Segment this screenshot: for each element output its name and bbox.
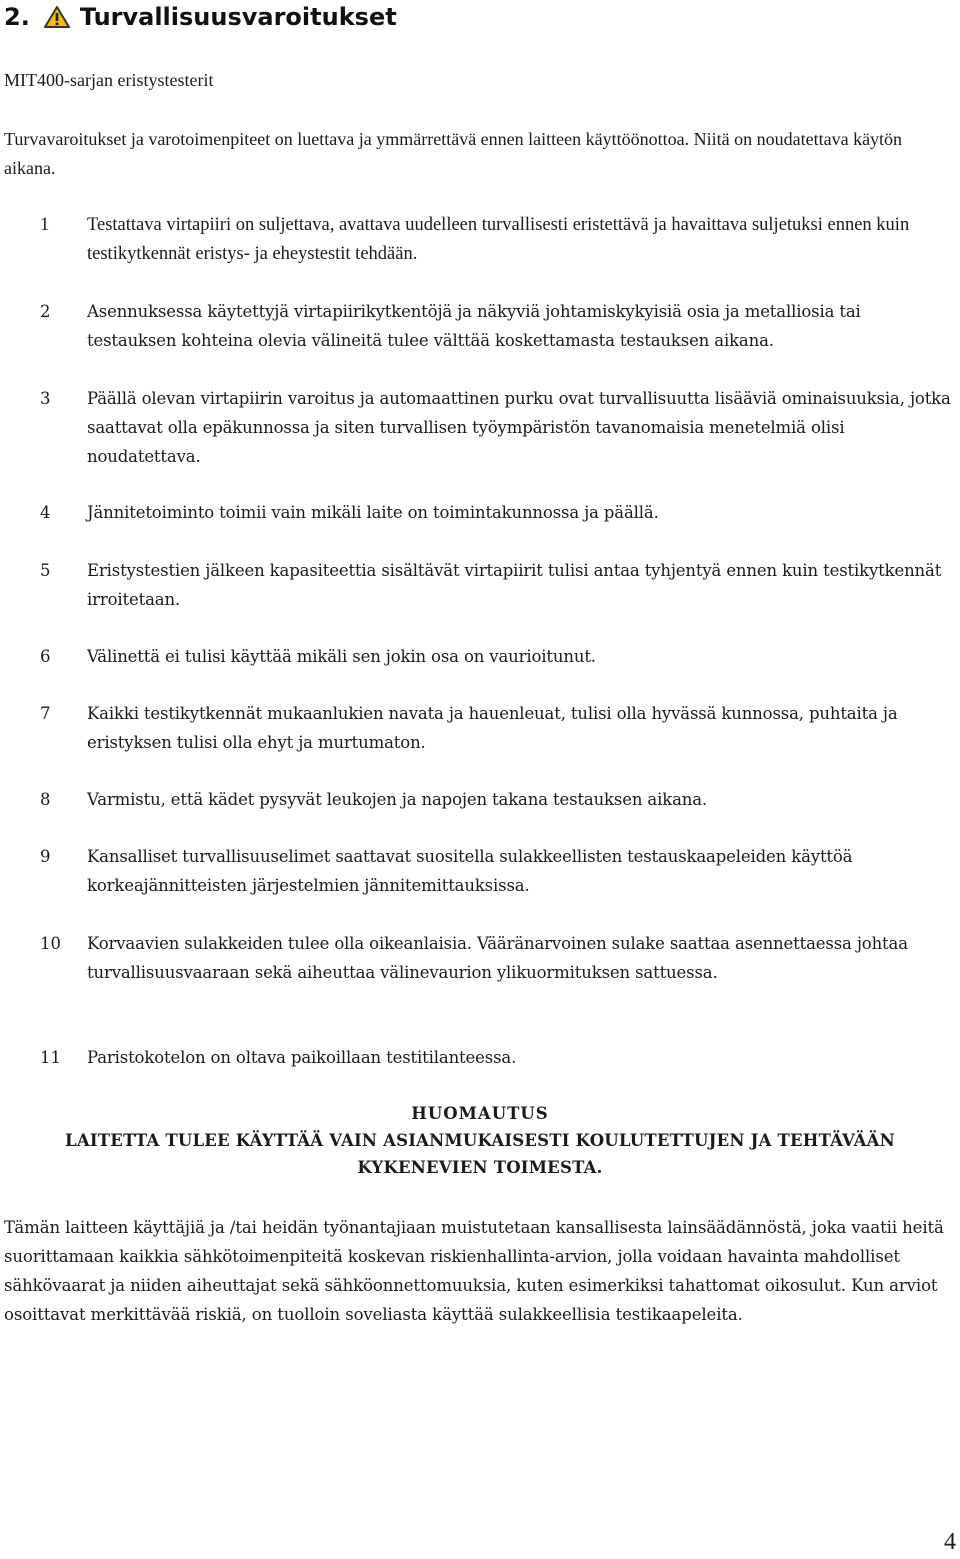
notice-line: KYKENEVIEN TOIMESTA.	[357, 1158, 603, 1177]
item-number: 2	[40, 302, 51, 321]
document-subtitle: MIT400-sarjan eristystesterit	[4, 70, 214, 90]
page-number: 4	[944, 1529, 956, 1555]
item-number: 7	[40, 704, 51, 723]
closing-paragraph: Tämän laitteen käyttäjiä ja /tai heidän työnantajiaan muistutetaan kansallisesta lainsäädännöstä, joka vaatii heitä suorittamaan kaikkia sähkötoimenpiteitä koskevan riskienhallinta-arvion, jolla voidaan havainta mahdolliset sähkövaarat ja niiden aiheuttajat sekä sähköonnettomuuksia, kuten esimerkiksi tahattomat oikosulut. Kun arviot osoittavat merkittävää riskiä, on tuolloin soveliasta käyttää sulakkeellisia testikaapeleita.	[4, 1218, 944, 1324]
item-text: Varmistu, että kädet pysyvät leukojen ja napojen takana testauksen aikana.	[87, 790, 708, 809]
item-number: 8	[40, 790, 51, 809]
notice-block	[0, 1100, 960, 1181]
section-number: 2.	[4, 3, 30, 31]
section-heading	[4, 2, 397, 32]
item-text: Kaikki testikytkennät mukaanlukien navata ja hauenleuat, tulisi olla hyvässä kunnossa, puhtaita ja eristyksen tulisi olla ehyt ja murtumaton.	[87, 704, 898, 752]
item-text: Välinettä ei tulisi käyttää mikäli sen jokin osa on vaurioitunut.	[87, 647, 596, 666]
item-text: Paristokotelon on oltava paikoillaan testitilanteessa.	[87, 1048, 517, 1067]
notice-line: LAITETTA TULEE KÄYTTÄÄ VAIN ASIANMUKAISESTI KOULUTETTUJEN JA TEHTÄVÄÄN	[65, 1131, 895, 1150]
item-text: Päällä olevan virtapiirin varoitus ja automaattinen purku ovat turvallisuutta lisääviä ominaisuuksia, jotka saattavat olla epäkunnossa ja siten turvallisen työympäristön tavanomaisia menetelmiä olisi noudatettava.	[87, 389, 951, 466]
notice-title: HUOMAUTUS	[411, 1104, 549, 1123]
item-number: 5	[40, 561, 51, 580]
item-text: Kansalliset turvallisuuselimet saattavat suositella sulakkeellisten testauskaapeleiden käyttöä korkeajännitteisten järjestelmien jännitemittauksissa.	[87, 847, 853, 895]
item-number: 4	[40, 503, 51, 522]
item-number: 10	[40, 934, 61, 953]
section-title: Turvallisuusvaroitukset	[79, 3, 397, 31]
item-number: 6	[40, 647, 51, 666]
warning-triangle-icon	[44, 5, 70, 29]
item-text: Testattava virtapiiri on suljettava, avattava uudelleen turvallisesti eristettävä ja havaittava suljetuksi ennen kuin testikytkennät eristys- ja eheystestit tehdään.	[87, 215, 910, 264]
item-text: Jännitetoiminto toimii vain mikäli laite on toimintakunnossa ja päällä.	[87, 503, 659, 522]
item-number: 11	[40, 1048, 61, 1067]
item-number: 9	[40, 847, 51, 866]
item-text: Asennuksessa käytettyjä virtapiirikytkentöjä ja näkyviä johtamiskykyisiä osia ja metalliosia tai testauksen kohteina olevia välineitä tulee välttää koskettamasta testauksen aikana.	[87, 302, 861, 350]
item-text: Eristystestien jälkeen kapasiteettia sisältävät virtapiirit tulisi antaa tyhjentyä ennen kuin testikytkennät irroitetaan.	[87, 561, 942, 609]
item-number: 3	[40, 389, 51, 408]
intro-paragraph: Turvavaroitukset ja varotoimenpiteet on luettava ja ymmärrettävä ennen laitteen käyttöönottoa. Niitä on noudatettava käytön aikana.	[4, 129, 903, 178]
item-number: 1	[40, 215, 50, 235]
item-text: Korvaavien sulakkeiden tulee olla oikeanlaisia. Vääränarvoinen sulake saattaa asennettaessa johtaa turvallisuusvaaraan sekä aiheuttaa välinevaurion ylikuormituksen sattuessa.	[87, 934, 908, 982]
